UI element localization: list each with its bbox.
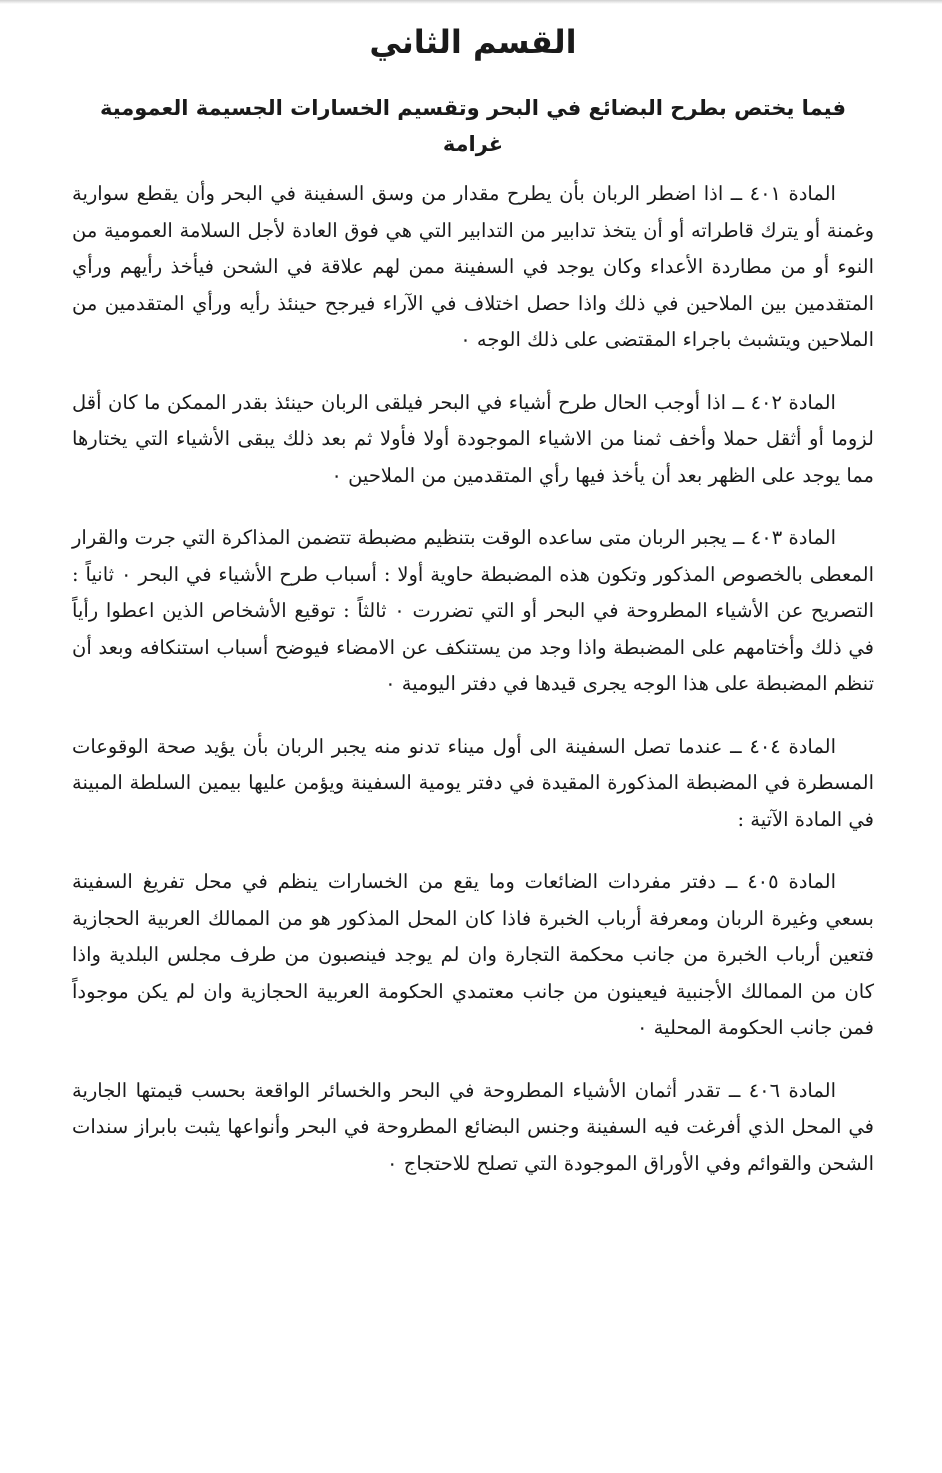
article-404-text: المادة ٤٠٤ ــ عندما تصل السفينة الى أول ميناء تدنو منه يجبر الربان بأن يؤيد صحة الوقوعات المسطرة في المضبطة المذكورة المقيدة في دفتر يومية السفينة ويؤمن عليها بيمين السلطة المبينة في المادة الآتية : [72, 734, 874, 831]
article-404 [72, 715, 874, 839]
article-406-text: المادة ٤٠٦ ــ تقدر أثمان الأشياء المطروحة في البحر والخسائر الواقعة بحسب قيمتها الجارية في المحل الذي أفرغت فيه السفينة وجنس البضائع المطروحة في البحر وأنواعها يثبت بابراز سندات الشحن والقوائم وفي الأوراق الموجودة التي تصلح للاحتجاج ٠ [72, 1078, 874, 1175]
article-405-text: المادة ٤٠٥ ــ دفتر مفردات الضائعات وما يقع من الخسارات ينظم في محل تفريغ السفينة بسعي وغيرة الربان ومعرفة أرباب الخبرة فاذا كان المحل المذكور هو من الممالك العربية الحجازية فتعين أرباب الخبرة من جانب محكمة التجارة وان لم يوجد فينصبون من طرف مجلس البلدية واذا كان من الممالك الأجنبية فيعينون من جانب معتمدي الحكومة العربية الحجازية وان لم يكن موجوداً فمن جانب الحكومة المحلية ٠ [72, 870, 874, 1039]
article-401-text: المادة ٤٠١ ــ اذا اضطر الربان بأن يطرح مقدار من وسق السفينة في البحر وأن يقطع سوارية وغمنة أو يترك قاطراته أو أن يتخذ تدابير من التدابير التي هي فوق العادة لأجل السلامة العمومية من النوء أو من مطاردة الأعداء وكان يوجد في السفينة ممن لهم علاقة في الشحن فيأخذ رأيهم ورأي المتقدمين بين الملاحين في ذلك واذا حصل اختلاف في الآراء فيرجح حينئذ رأيه ورأي المتقدمين من الملاحين ويتشبث باجراء المقتضى على ذلك الوجه ٠ [72, 182, 874, 351]
page-top-edge [0, 0, 942, 4]
article-401 [72, 162, 874, 359]
article-402 [72, 371, 874, 495]
document-page [72, 14, 874, 1182]
article-403 [72, 506, 874, 703]
article-405 [72, 850, 874, 1047]
article-403-text: المادة ٤٠٣ ــ يجبر الربان متى ساعده الوقت بتنظيم مضبطة تتضمن المذاكرة التي جرت والقرار المعطى بالخصوص المذكور وتكون هذه المضبطة حاوية أولا : أسباب طرح الأشياء في البحر ٠ ثانياً : التصريح عن الأشياء المطروحة في البحر أو التي تضررت ٠ ثالثاً : توقيع الأشخاص الذين اعطوا رأياً في ذلك وأختامهم على المضبطة واذا وجد من يستنكف عن الامضاء فيوضح أسباب استنكافه وبعد أن تنظم المضبطة على هذا الوجه يجرى قيدها في دفتر اليومية ٠ [72, 526, 875, 695]
article-402-text: المادة ٤٠٢ ــ اذا أوجب الحال طرح أشياء في البحر فيلقى الربان حينئذ بقدر الممكن ما كان أقل لزوما أو أثقل حملا وأخف ثمنا من الاشياء الموجودة أولا فأولا ثم بعد ذلك يبقى الأشياء التي يختارها مما يوجد على الظهر بعد أن يأخذ فيها رأي المتقدمين من الملاحين ٠ [72, 390, 874, 487]
section-subtitle: فيما يختص بطرح البضائع في البحر وتقسيم الخسارات الجسيمة العمومية غرامة [100, 96, 846, 156]
section-title: القسم الثاني [369, 23, 577, 61]
article-406 [72, 1059, 874, 1183]
